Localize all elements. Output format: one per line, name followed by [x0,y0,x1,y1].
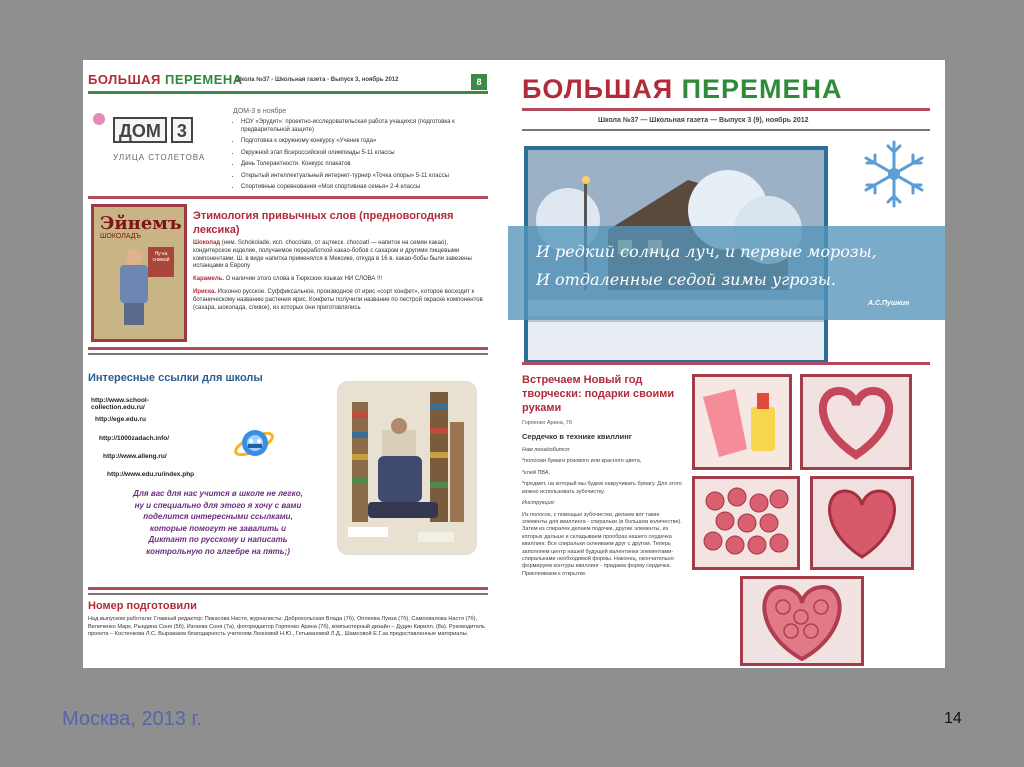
balloon-icon [93,113,105,125]
dom3-wordmark [113,117,193,143]
material-item: *предмет, на который мы будем накручивать бумагу. Для этого можно использовать зубочистку. [522,481,682,495]
left-newspaper-title [88,72,243,87]
material-item: *клей ПВА, [522,469,551,476]
left-page [83,60,498,668]
right-newspaper-title [522,74,843,105]
header-divider [522,108,930,111]
etymology-text [193,240,483,317]
header-divider [522,129,930,131]
news-item: • Окружной этап Всероссийской олимпиады 5-11 классы [241,150,493,158]
poem-quote [536,238,916,294]
snowflake-icon [858,138,930,210]
dom3-logo [93,105,223,185]
quilling-heart-outline-photo [800,374,912,470]
news-item: • Спортивные соревнования «Моя спортивная семья» 2-4 классы [241,184,493,192]
instructions-body: Из полосок, с помощью зубочистки, делаем вот такие элементы для квиллинга - спиральки (в большом количестве). Затем из спиралек делаем подочки, другие элементы, из которых дальше и складываем прообраз нашего сердечка квиллинг. Все спиральки склеиваем друг с другом. Теперь заполняем центр нашей будущей валентинки элементами-спиральками необходимой формы. Наконец, окончательно формируем контуры квиллинг - придаем форму сердечка. Приклеиваем к открытке. [522,511,682,577]
news-item: • Открытый интеллектуальный интернет-турнир «Точка опоры» 5-11 классы [241,173,493,181]
quilling-author: Горпенко Арина, 7б [522,420,573,426]
school-link[interactable]: http://ege.edu.ru [95,416,146,423]
title-part-2: ПЕРЕМЕНА [681,74,843,104]
term: Ириска. [193,288,217,295]
right-issue-line: Школа №37 — Школьная газета — Выпуск 3 (9), ноябрь 2012 [598,117,809,124]
right-page [508,60,945,668]
instructions-heading: Инструкция: [522,500,556,507]
news-list [233,108,493,196]
dom3-street: УЛИЦА СТОЛЕТОВА [113,153,206,162]
dom3-word: ДОМ [113,117,167,143]
left-issue-line: Школа №37 - Школьная газета - Выпуск 3, ноябрь 2012 [235,77,399,83]
materials-heading: Нам понадобится: [522,447,571,453]
material-item: *полосми бумаги розового или красного цвета, [522,458,642,465]
term: Шоколад [193,240,221,246]
school-link[interactable]: http://www.school-collection.edu.ru/ [91,397,149,411]
poster-title: Эйнемъ [100,213,182,234]
slide-number: 14 [944,710,962,727]
section-divider [88,347,488,350]
footer-city-year: Москва, 2013 г. [62,708,202,730]
definition: О наличии этого слова в Тюркских языках НИ СЛОВА !!! [224,276,383,283]
quilling-title: Встречаем Новый год творчески: подарки своими руками [522,374,675,414]
section-divider [88,196,488,199]
news-item: • День Толерантности. Конкурс плакатов [241,161,493,169]
poem-author: А.С.Пушкин [868,300,910,307]
boy-figure [116,249,152,327]
internet-explorer-icon [231,420,277,466]
dom3-number: 3 [171,117,193,143]
editors-title: Номер подготовили [88,600,197,612]
title-part-1: БОЛЬШАЯ [88,72,166,87]
poem-line: И отдаленные седой зимы угрозы. [536,270,836,289]
quilling-spirals-photo [692,476,800,570]
school-link[interactable]: http://www.edu.ru/index.php [107,471,195,478]
editors-text: Над выпуском работали: Главный редактор: Пикасова Настя, журналисты: Доброхольская Влада (7б), Оплеева Луиза (7б), Самохвалова Настя (7б), Величенко Марк, Рындина Соня (5б), Изгаева Соня (7а), фоторедактор Горпенко Арина (7б), компьютерный дизайн – Дудин Кирилл, (8а). Руководитель проекта – Костенкова Л.С. Выражаем благодарность учителям Леоновой Н.Ю., Гетьмановой Л.Д., Шамсовой Е.Г.за предоставленные материалы. [88,616,485,638]
paper-strips-glue-photo [692,374,792,470]
quilling-heart-filled-photo [810,476,914,570]
news-item: • НОУ «Эрудит»: проектно-исследовательская работа учащихся (подготовка к предварительной защите) [241,119,493,134]
title-part-1: БОЛЬШАЯ [522,74,682,104]
school-link[interactable]: http://1000zadach.info/ [99,435,170,442]
reading-student-photo [338,382,476,554]
section-divider [522,362,930,365]
links-title: Интересные ссылки для школы [88,372,263,384]
section-divider [88,353,488,355]
etymology-title: Этимология привычных слов (предновогодняя лексика) [193,210,454,236]
quilling-heart-final-photo [740,576,864,666]
quilling-subtitle: Сердечко в технике квиллинг [522,432,632,441]
message-to-students: Для вас для нас учится в школе не легко, ну и специально для этого я хочу с вами поделится интересными ссылками, которые помогут не завалить и Диктант по русскому и написать контрольную по алгебре на пять;) [133,489,303,556]
quilling-instructions [522,447,682,582]
poem-line: И редкий солнца луч, и первые морозы, [536,242,877,261]
definition: Исконно русское. Суффиксальное, производное от ирис «сорт конфет», которое восходит к ботаническому названию растения ирис. Конфеты получили название по пестрой окраске компонентов (сахара, шоколада, сливок), из которых они приготовлялись [193,288,483,311]
news-heading: ДОМ-3 в ноябре [233,108,287,115]
chocolate-poster [91,204,187,342]
school-link[interactable]: http://www.alleng.ru/ [103,453,167,460]
chocolate-bar-label: Ну-ка снимай [152,251,170,263]
news-item: • Подготовка к окружному конкурсу «Ученик года» [241,138,493,146]
term: Карамель. [193,276,225,283]
section-divider [88,593,488,595]
definition: (нем. Schokolade, исп. chocolate, от ацтекск. chocoatl — напиток на семян какао), кондитерское изделие, получаемое переработкой какао-бобов с сахаром и другими пищевыми компонентами. Ш. в виде напитка применялся в Мексике, откуда в 16 в. какао-бобы были завезены испанцами в Европу [193,240,472,270]
page-number-badge: 8 [471,74,487,90]
title-part-2: ПЕРЕМЕНА [165,72,243,87]
newspaper-spread [83,60,945,668]
section-divider [88,587,488,590]
poster-subtitle: ШОКОЛАДЪ [100,233,142,240]
header-divider [88,91,488,94]
